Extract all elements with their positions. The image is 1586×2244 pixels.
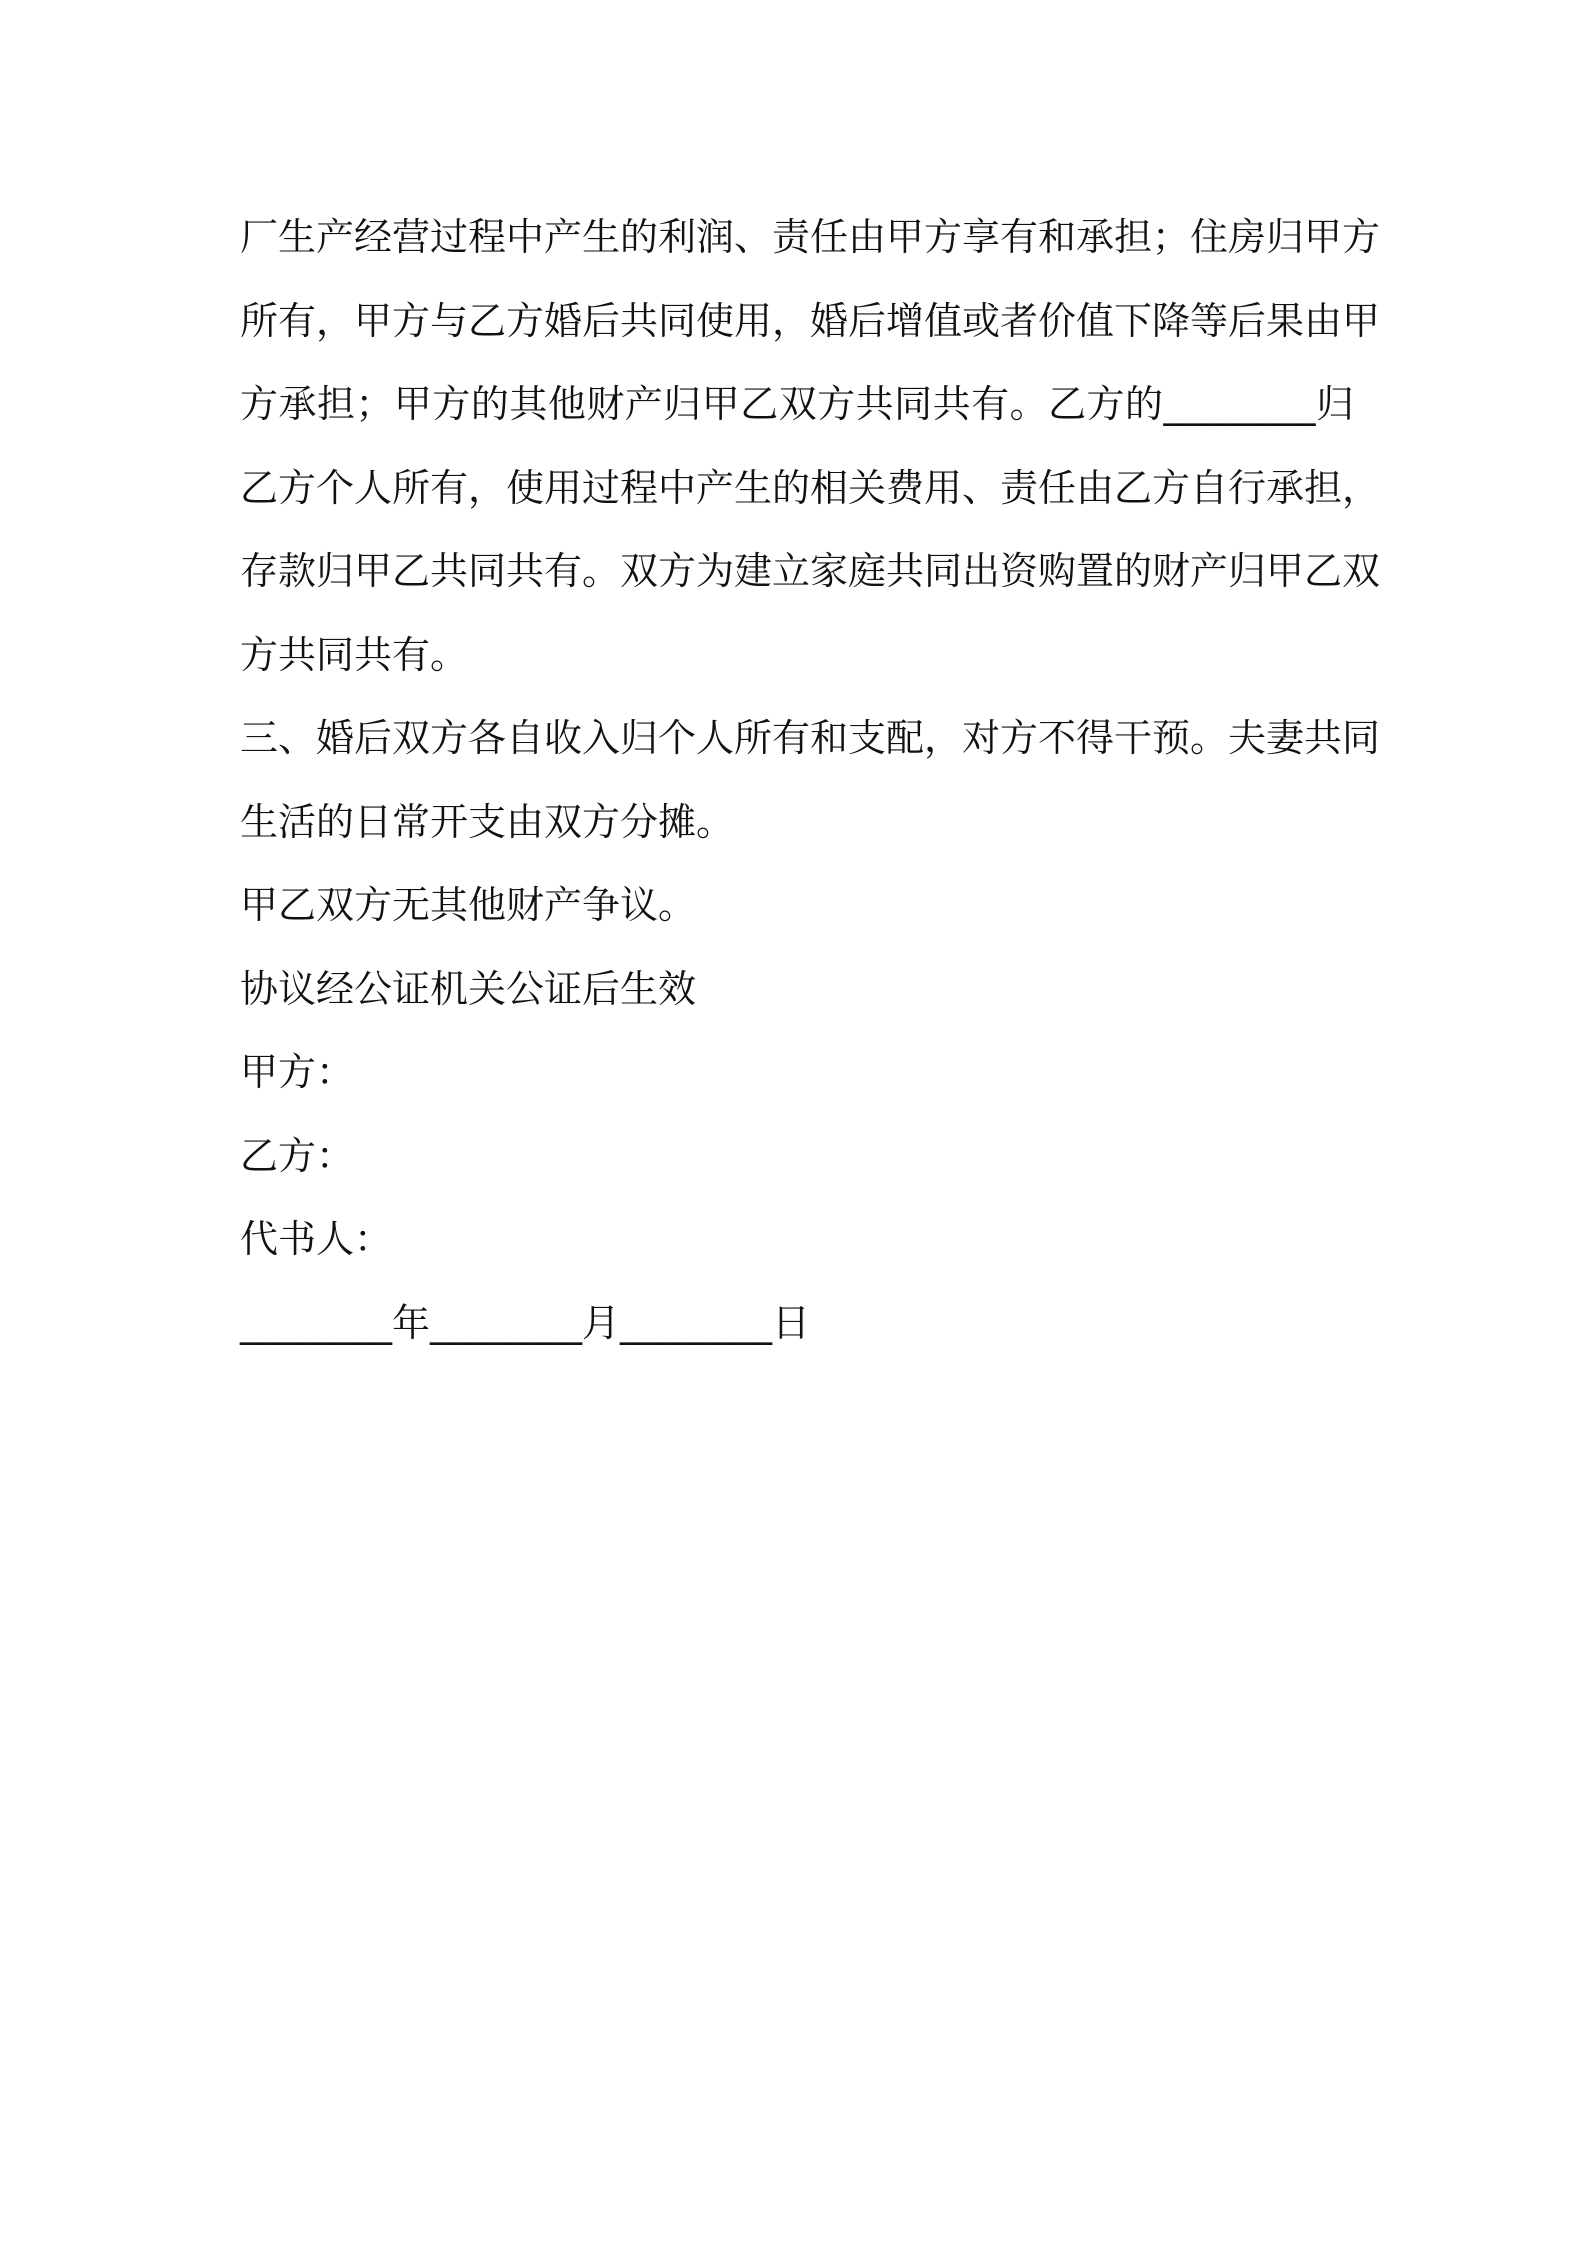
date-line: ________年________月________日 <box>240 1300 811 1345</box>
paragraph-line: 厂生产经营过程中产生的利润、责任由甲方享有和承担；住房归甲方 <box>240 215 1381 259</box>
paragraph-line: 所有，甲方与乙方婚后共同使用，婚后增值或者价值下降等后果由甲 <box>240 298 1381 343</box>
paragraph-line: 存款归甲乙共同共有。双方为建立家庭共同出资购置的财产归甲乙双 <box>240 549 1381 593</box>
document-body <box>240 196 1381 1365</box>
party-b-signature-label: 乙方： <box>240 1133 355 1178</box>
paragraph-line: 方承担；甲方的其他财产归甲乙双方共同共有。乙方的________归 <box>240 382 1354 426</box>
effective-statement: 协议经公证机关公证后生效 <box>240 966 697 1011</box>
clause-three-line: 三、婚后双方各自收入归个人所有和支配，对方不得干预。夫妻共同 <box>240 716 1381 760</box>
party-a-signature-label: 甲方： <box>240 1050 355 1094</box>
paragraph-line: 乙方个人所有，使用过程中产生的相关费用、责任由乙方自行承担， <box>240 465 1381 510</box>
clause-three-line: 生活的日常开支由双方分摊。 <box>240 799 735 844</box>
paragraph-line: 方共同共有。 <box>240 632 469 677</box>
no-dispute-statement: 甲乙双方无其他财产争议。 <box>240 883 697 927</box>
scribe-signature-label: 代书人： <box>240 1217 393 1261</box>
